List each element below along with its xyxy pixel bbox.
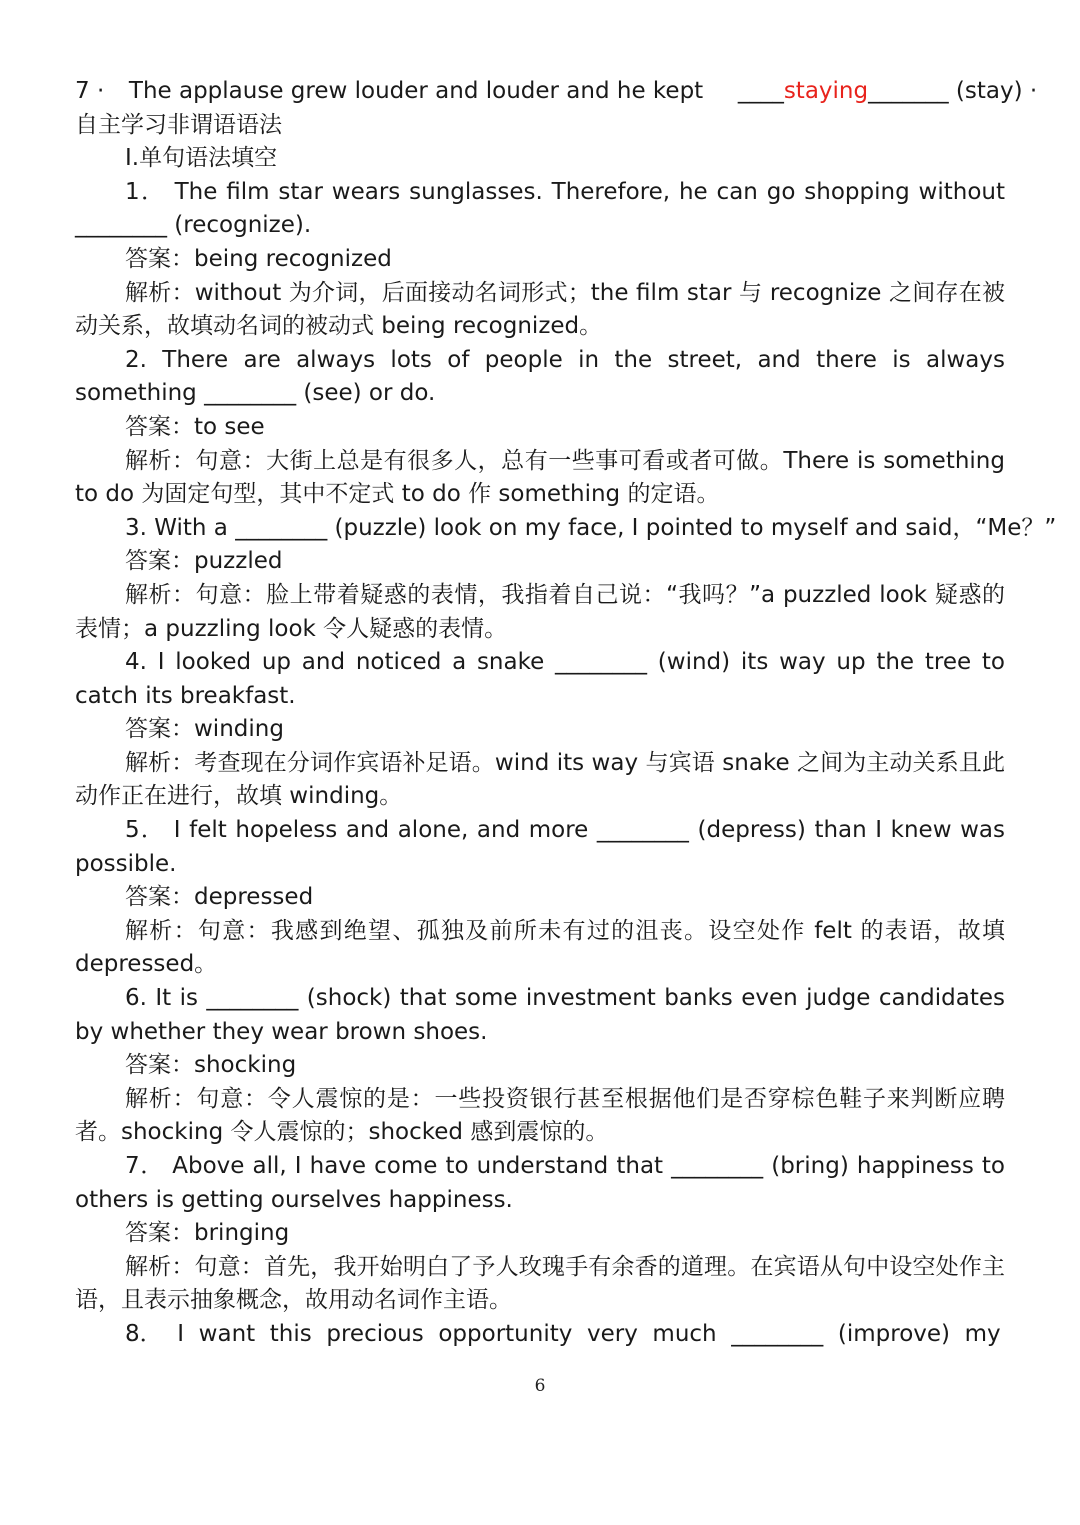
question-6: 6. It is ________ (shock) that some investment banks even judge candidates by whether they wear brown shoes. [75,985,1005,1045]
question-5: 5． I felt hopeless and alone, and more ________ (depress) than I knew was possible. [75,817,1005,877]
analysis-4: 解析：考查现在分词作宾语补足语。wind its way 与宾语 snake 之间为主动关系且此动作正在进行，故填 winding。 [75,749,1005,810]
question-text: The applause grew louder and louder and he kept [128,78,704,104]
answer-7: 答案：bringing [125,1220,290,1247]
answer-1: 答案：being recognized [125,245,392,272]
section-title: 自主学习非谓语语法 [75,111,282,138]
question-3: 3. With a ________ (puzzle) look on my face, I pointed to myself and said，“Me？” [125,514,1057,541]
question-2: 2. There are always lots of people in the street, and there is always something ________ (see) or do. [75,346,1005,407]
analysis-2: 解析：句意：大街上总是有很多人，总有一些事可看或者可做。There is something to do 为固定句型，其中不定式 to do 作 something 的定语。 [75,447,1005,508]
question-hint: (stay) · [955,78,1038,104]
analysis-3: 解析：句意：脸上带着疑惑的表情，我指着自己说：“我吗？”a puzzled look 疑惑的表情；a puzzling look 令人疑惑的表情。 [75,581,1005,642]
question-7: 7． Above all, I have come to understand that ________ (bring) happiness to others is getting ourselves happiness. [75,1153,1005,1213]
question-1: 1． The film star wears sunglasses. Therefore, he can go shopping without ________ (recognize). [75,178,1005,239]
question-4: 4. I looked up and noticed a snake ________ (wind) its way up the tree to catch its breakfast. [75,649,1005,709]
analysis-6: 解析：句意：令人震惊的是：一些投资银行甚至根据他们是否穿棕色鞋子来判断应聘者。shocking 令人震惊的；shocked 感到震惊的。 [75,1085,1005,1146]
answer-3: 答案：puzzled [125,548,283,575]
filled-answer: staying [783,78,869,104]
question-8: 8． I want this precious opportunity very much ________ (improve) my [125,1320,1001,1347]
page-number: 6 [534,1376,546,1396]
analysis-7: 解析：句意：首先，我开始明白了予人玫瑰手有余香的道理。在宾语从句中设空处作主语，且表示抽象概念，故用动名词作主语。 [75,1253,1005,1314]
answer-2: 答案：to see [125,413,265,440]
blank-after: _______ [868,78,949,104]
document-page [75,75,1057,1352]
answer-5: 答案：depressed [125,884,314,911]
analysis-5: 解析：句意：我感到绝望、孤独及前所未有过的沮丧。设空处作 felt 的表语，故填 depressed。 [75,917,1005,978]
subsection-title: Ⅰ.单句语法填空 [125,145,278,172]
blank-before: ____ [737,78,784,104]
analysis-1: 解析：without 为介词，后面接动名词形式；the film star 与 recognize 之间存在被动关系，故填动名词的被动式 being recognized。 [75,279,1005,340]
answer-6: 答案：shocking [125,1052,297,1079]
carryover-question [75,75,1038,109]
answer-4: 答案：winding [125,716,284,743]
question-number: 7 · [75,78,105,104]
